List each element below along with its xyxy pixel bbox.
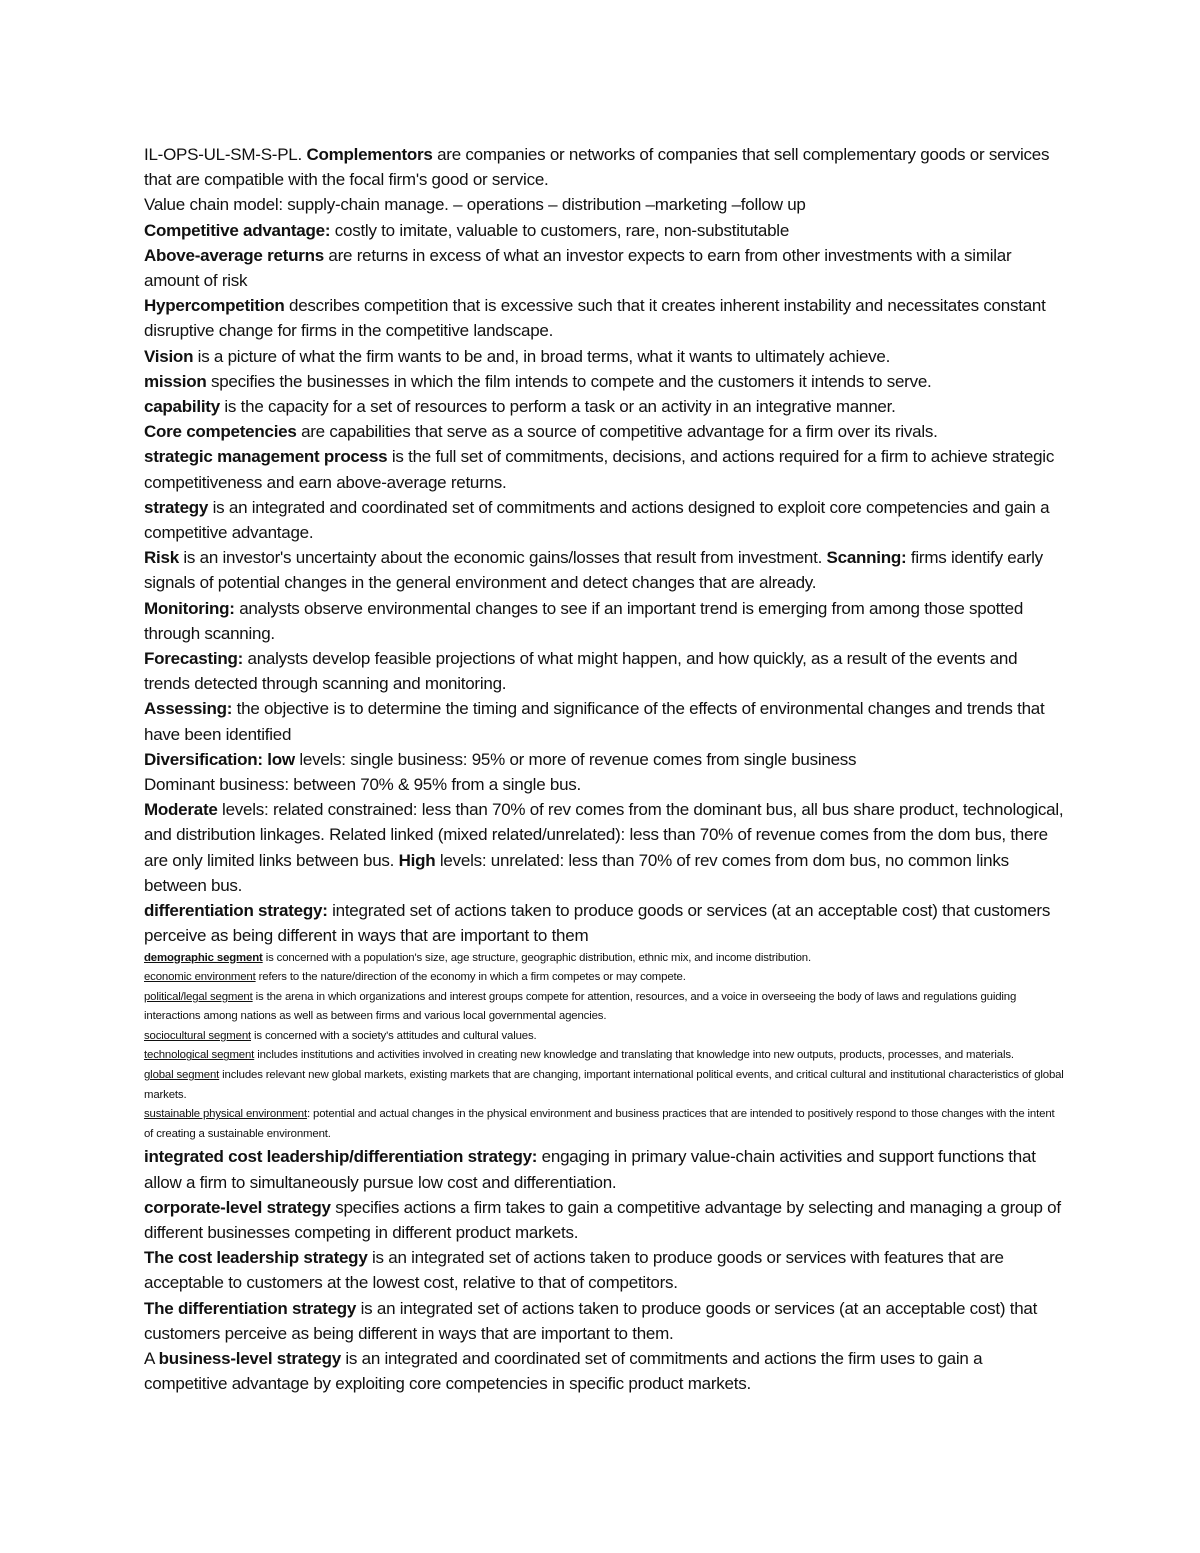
definition-paragraph [144, 192, 1064, 217]
definition-paragraph [144, 696, 1064, 746]
definition-text: is concerned with a society's attitudes and cultural values. [251, 1029, 537, 1042]
segment-term: technological segment [144, 1049, 255, 1062]
definition-paragraph [144, 419, 1064, 444]
definition-paragraph [144, 369, 1064, 394]
definition-text: is an integrated and coordinated set of commitments and actions designed to exploit core competencies and gain a competitive advantage. [144, 497, 1050, 543]
definition-paragraph [144, 293, 1064, 343]
definition-text: is an integrated set of actions taken to produce goods or services (at an acceptable cost) that customers perceive as being different in ways that are important to them. [144, 1298, 1038, 1343]
environment-segment-note [144, 1105, 1064, 1144]
term-label: Moderate [144, 800, 218, 820]
term-label: strategy [144, 497, 209, 517]
definition-text: includes relevant new global markets, existing markets that are changing, important international political events, and critical cultural and institutional characteristics of global markets. [144, 1069, 1064, 1101]
definition-paragraph [144, 394, 1064, 419]
definition-paragraph [144, 495, 1064, 545]
definition-text: engaging in primary value-chain activities and support functions that allow a firm to simultaneously pursue low cost and differentiation. [144, 1147, 1036, 1192]
segment-term: sustainable physical environment [144, 1108, 307, 1121]
environment-segment-note [144, 988, 1064, 1027]
segment-term: economic environment [144, 971, 256, 984]
term-label: mission [144, 371, 207, 391]
term-label: Core competencies [144, 422, 297, 442]
environment-segment-note [144, 1066, 1064, 1105]
definition-paragraph [144, 1195, 1064, 1245]
definition-text: costly to imitate, valuable to customers, rare, non-substitutable [330, 220, 790, 240]
definition-text: is an integrated and coordinated set of commitments and actions the firm uses to gain a competitive advantage by exploiting core competencies in specific product markets. [144, 1349, 983, 1394]
definition-paragraph [144, 1346, 1064, 1396]
term-label: Forecasting: [144, 649, 244, 669]
term-label: strategic management process [144, 447, 388, 467]
environment-segment-note [144, 1027, 1064, 1047]
definition-text: are companies or networks of companies that sell complementary goods or services that are compatible with the focal firm's good or service. [144, 145, 1050, 190]
definition-text: analysts develop feasible projections of what might happen, and how quickly, as a result of the events and trends detected through scanning and monitoring. [144, 649, 1018, 694]
definition-paragraph [144, 545, 1064, 595]
definition-text: is the capacity for a set of resources to perform a task or an activity in an integrative manner. [219, 397, 896, 417]
term-label: High [398, 850, 436, 870]
definition-paragraph [144, 243, 1064, 293]
environment-segment-note [144, 949, 1064, 969]
definition-text: are returns in excess of what an investor expects to earn from other investments with a similar amount of risk [144, 245, 1012, 291]
definition-text: levels: related constrained: less than 70% of rev comes from the dominant bus, all bus share product, technological, and distribution linkages. Related linked (mixed related/unrelated): less than 70% of revenue comes from the dom bus, there are only limited links between bus. [144, 800, 1064, 870]
definition-text: are capabilities that serve as a source of competitive advantage for a firm over its rivals. [296, 422, 938, 442]
definition-text: Dominant business: between 70% & 95% from a single bus. [144, 775, 581, 795]
definition-text: : potential and actual changes in the physical environment and business practices that are intended to positively respond to those changes with the intent of creating a sustainable environment. [144, 1108, 1055, 1140]
definition-text: firms identify early signals of potential changes in the general environment and detect changes that are already. [144, 548, 1043, 593]
term-label: Scanning: [826, 548, 907, 568]
definition-paragraph [144, 1296, 1064, 1346]
term-label: Hypercompetition [144, 296, 285, 316]
definition-text: is a picture of what the firm wants to be and, in broad terms, what it wants to ultimately achieve. [193, 346, 891, 366]
term-label: corporate-level strategy [144, 1197, 331, 1217]
segment-term: sociocultural segment [144, 1029, 252, 1042]
term-label: Above-average returns [144, 245, 324, 265]
definition-paragraph [144, 218, 1064, 243]
definition-text: is the arena in which organizations and interest groups compete for attention, resources, and a voice in overseeing the body of laws and regulations guiding interactions among nations as well as between firms and various local governmental agencies. [144, 990, 1017, 1023]
definition-text: levels: unrelated: less than 70% of rev comes from dom bus, no common links between bus. [144, 850, 1009, 895]
environment-segment-note [144, 1046, 1064, 1066]
definition-text: analysts observe environmental changes to see if an important trend is emerging from among those spotted through scanning. [144, 598, 1024, 643]
segment-term: demographic segment [144, 951, 263, 964]
definition-paragraph [144, 444, 1064, 494]
term-label: The differentiation strategy [144, 1298, 357, 1318]
definition-text: A [144, 1349, 159, 1369]
definition-paragraph [144, 596, 1064, 646]
definition-text: describes competition that is excessive such that it creates inherent instability and necessitates constant disruptive change for firms in the competitive landscape. [144, 296, 1046, 341]
term-label: Complementors [306, 145, 433, 164]
term-label: business-level strategy [158, 1349, 341, 1369]
definition-paragraph [144, 772, 1064, 797]
definition-paragraph [144, 344, 1064, 369]
definition-paragraph [144, 747, 1064, 772]
definition-text: is concerned with a population's size, age structure, geographic distribution, ethnic mix, and income distribution. [262, 951, 811, 964]
definition-text: specifies actions a firm takes to gain a competitive advantage by selecting and managing a group of different businesses competing in different product markets. [144, 1197, 1061, 1243]
definition-paragraph [144, 646, 1064, 696]
definition-text: refers to the nature/direction of the economy in which a firm competes or may compete. [255, 971, 686, 984]
definition-text: IL-OPS-UL-SM-S-PL. [144, 145, 307, 164]
term-label: Competitive advantage: [144, 220, 331, 240]
term-label: Diversification: low [144, 749, 295, 769]
term-label: capability [144, 397, 220, 417]
definition-text: is an integrated set of actions taken to produce goods or services with features that are acceptable to customers at the lowest cost, relative to that of competitors. [144, 1248, 1004, 1293]
definition-text: is the full set of commitments, decisions, and actions required for a firm to achieve strategic competitiveness and earn above-average returns. [144, 447, 1055, 492]
definition-text: the objective is to determine the timing and significance of the effects of environmental changes and trends that have been identified [144, 699, 1045, 744]
term-label: The cost leadership strategy [144, 1248, 368, 1268]
definition-paragraph [144, 797, 1064, 898]
term-label: Monitoring: [144, 598, 235, 618]
definition-text: Value chain model: supply-chain manage. – operations – distribution –marketing –follow up [144, 195, 806, 215]
definition-paragraph [144, 142, 1064, 192]
term-label: Vision [144, 346, 194, 366]
term-label: Risk [144, 548, 179, 568]
segment-term: global segment [144, 1069, 220, 1082]
definition-text: includes institutions and activities involved in creating new knowledge and translating that knowledge into new outputs, products, processes, and materials. [254, 1049, 1014, 1062]
definition-text: levels: single business: 95% or more of revenue comes from single business [294, 749, 857, 769]
definition-text: integrated set of actions taken to produce goods or services (at an acceptable cost) that customers perceive as being different in ways that are important to them [144, 901, 1051, 946]
term-label: Assessing: [144, 699, 233, 719]
term-label: integrated cost leadership/differentiation strategy: [144, 1147, 538, 1167]
definition-text: is an investor's uncertainty about the economic gains/losses that result from investment. [178, 548, 827, 568]
definition-paragraph [144, 1245, 1064, 1295]
notes-body [144, 142, 1064, 1396]
definition-paragraph [144, 898, 1064, 948]
term-label: differentiation strategy: [144, 901, 328, 921]
segment-term: political/legal segment [144, 990, 253, 1003]
definition-paragraph [144, 1144, 1064, 1194]
definition-text: specifies the businesses in which the film intends to compete and the customers it intends to serve. [206, 371, 932, 391]
environment-segment-note [144, 968, 1064, 988]
